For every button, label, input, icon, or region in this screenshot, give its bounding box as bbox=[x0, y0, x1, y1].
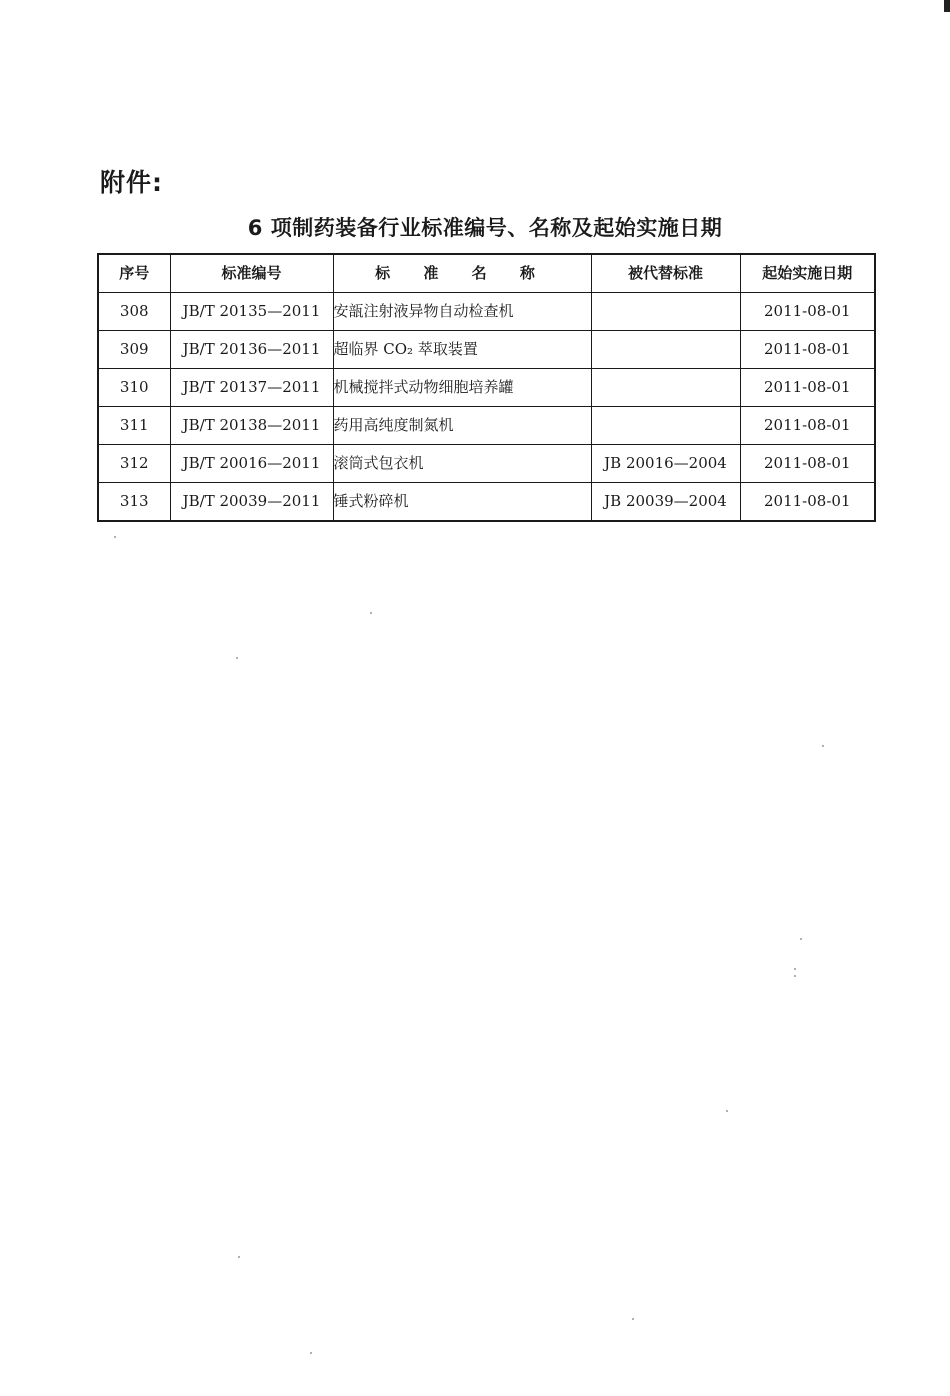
standards-table bbox=[97, 253, 876, 522]
cell-replaces: JB 20016—2004 bbox=[591, 445, 740, 483]
cell-replaces bbox=[591, 331, 740, 369]
cell-name: 超临界 CO₂ 萃取装置 bbox=[333, 331, 591, 369]
cell-name: 机械搅拌式动物细胞培养罐 bbox=[333, 369, 591, 407]
cell-date: 2011-08-01 bbox=[740, 369, 875, 407]
scan-speck bbox=[800, 938, 802, 940]
scan-speck bbox=[310, 1352, 312, 1354]
cell-date: 2011-08-01 bbox=[740, 293, 875, 331]
cell-code: JB/T 20135—2011 bbox=[170, 293, 333, 331]
scan-speck bbox=[370, 612, 372, 614]
cell-date: 2011-08-01 bbox=[740, 331, 875, 369]
cell-replaces bbox=[591, 293, 740, 331]
cell-seq: 313 bbox=[98, 483, 170, 522]
cell-name: 药用高纯度制氮机 bbox=[333, 407, 591, 445]
scan-speck bbox=[632, 1318, 634, 1320]
cell-code: JB/T 20138—2011 bbox=[170, 407, 333, 445]
table-row bbox=[98, 483, 875, 522]
header-name: 标 准 名 称 bbox=[333, 254, 591, 293]
cell-seq: 310 bbox=[98, 369, 170, 407]
cell-code: JB/T 20136—2011 bbox=[170, 331, 333, 369]
cell-replaces bbox=[591, 407, 740, 445]
header-date: 起始实施日期 bbox=[740, 254, 875, 293]
scan-speck bbox=[236, 657, 238, 659]
cell-name: 锤式粉碎机 bbox=[333, 483, 591, 522]
cell-date: 2011-08-01 bbox=[740, 445, 875, 483]
attachment-label: 附件: bbox=[100, 168, 163, 197]
cell-seq: 309 bbox=[98, 331, 170, 369]
table-row bbox=[98, 331, 875, 369]
cell-code: JB/T 20016—2011 bbox=[170, 445, 333, 483]
header-replaces: 被代替标准 bbox=[591, 254, 740, 293]
cell-name: 滚筒式包衣机 bbox=[333, 445, 591, 483]
cell-date: 2011-08-01 bbox=[740, 483, 875, 522]
table-row bbox=[98, 445, 875, 483]
cell-seq: 308 bbox=[98, 293, 170, 331]
header-code: 标准编号 bbox=[170, 254, 333, 293]
cell-seq: 312 bbox=[98, 445, 170, 483]
scan-speck bbox=[794, 968, 796, 970]
document-title: 6 项制药装备行业标准编号、名称及起始实施日期 bbox=[247, 216, 723, 240]
scan-speck bbox=[114, 536, 116, 538]
scan-speck bbox=[726, 1110, 728, 1112]
table-header-row bbox=[98, 254, 875, 293]
cell-code: JB/T 20137—2011 bbox=[170, 369, 333, 407]
cell-replaces: JB 20039—2004 bbox=[591, 483, 740, 522]
cell-seq: 311 bbox=[98, 407, 170, 445]
cell-replaces bbox=[591, 369, 740, 407]
scan-speck bbox=[822, 745, 824, 747]
table-row bbox=[98, 407, 875, 445]
cell-date: 2011-08-01 bbox=[740, 407, 875, 445]
page-edge-mark bbox=[944, 0, 950, 12]
scan-speck bbox=[794, 975, 796, 977]
table-row bbox=[98, 293, 875, 331]
table-row bbox=[98, 369, 875, 407]
header-seq: 序号 bbox=[98, 254, 170, 293]
scan-speck bbox=[238, 1256, 240, 1258]
cell-name: 安瓿注射液异物自动检查机 bbox=[333, 293, 591, 331]
cell-code: JB/T 20039—2011 bbox=[170, 483, 333, 522]
